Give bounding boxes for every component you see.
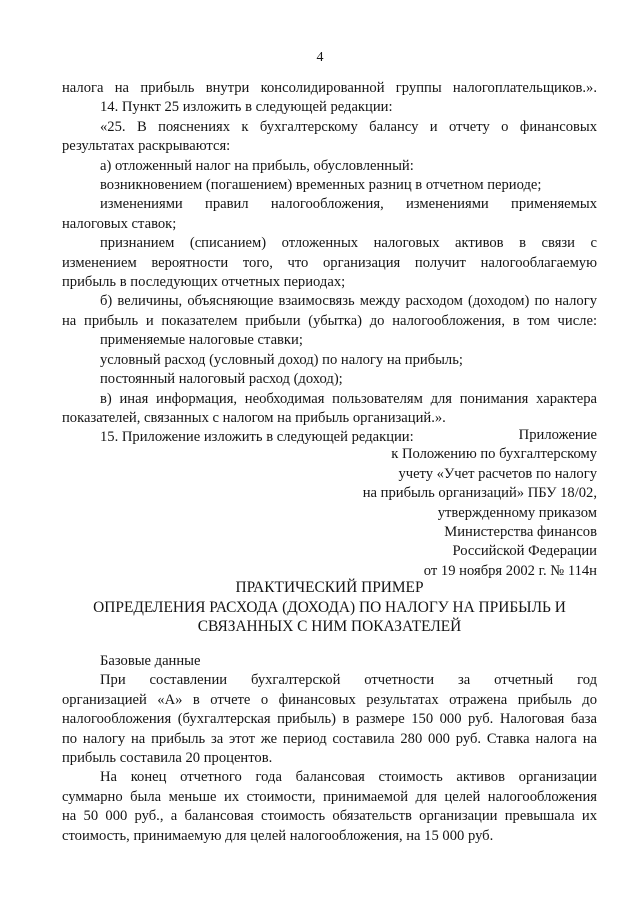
text-line: признанием (списанием) отложенных налоговых активов в связи с <box>100 235 597 252</box>
appendix-line: Российской Федерации <box>452 543 597 560</box>
appendix-line: к Положению по бухгалтерскому <box>391 446 597 463</box>
text-line: 15. Приложение изложить в следующей редакции: <box>100 429 414 446</box>
text-line: На конец отчетного года балансовая стоимость активов организации <box>100 769 597 786</box>
title-line: ПРАКТИЧЕСКИЙ ПРИМЕР <box>235 579 424 596</box>
text-line: прибыль в последующих отчетных периодах; <box>62 274 346 291</box>
appendix-line: утвержденному приказом <box>437 504 597 521</box>
title-line: ОПРЕДЕЛЕНИЯ РАСХОДА (ДОХОДА) ПО НАЛОГУ НА ПРИБЫЛЬ И <box>93 598 566 616</box>
base-data-section <box>62 652 597 846</box>
text-line: налоговых ставок; <box>62 215 177 232</box>
text-line: изменениями правил налогообложения, изменениями применяемых <box>100 196 597 213</box>
text-line: б) величины, объясняющие взаимосвязь между расходом (доходом) по налогу <box>100 293 597 310</box>
text-line: постоянный налоговый расход (доход); <box>100 371 343 388</box>
example-title <box>62 578 597 637</box>
text-line: 14. Пункт 25 изложить в следующей редакции: <box>100 99 393 116</box>
appendix-line: учету «Учет расчетов по налогу <box>398 465 597 482</box>
text-line: на прибыль и показателем прибыли (убытка) до налогообложения, в том числе: <box>62 312 597 329</box>
section-heading: Базовые данные <box>100 653 201 669</box>
appendix-header <box>300 426 597 581</box>
text-line: «25. В пояснениях к бухгалтерскому балансу и отчету о финансовых <box>100 118 597 135</box>
appendix-line: от 19 ноября 2002 г. № 114н <box>423 562 597 579</box>
page-number: 4 <box>316 50 324 65</box>
appendix-line: на прибыль организаций» ПБУ 18/02, <box>362 485 597 502</box>
appendix-line: Приложение <box>518 427 597 443</box>
text-line: стоимость, принимаемую для целей налогообложения, на 15 000 руб. <box>62 827 494 844</box>
text-line: организацией «А» в отчете о финансовых результатах отражена прибыль до <box>62 691 597 708</box>
amendment-text <box>62 79 597 448</box>
text-line: на 50 000 руб., а балансовая стоимость обязательств организации превышала их <box>62 808 597 825</box>
text-line: суммарно была меньше их стоимости, принимаемой для целей налогообложения <box>62 788 597 805</box>
text-line: показателей, связанных с налогом на прибыль организаций.». <box>62 409 446 426</box>
title-line: СВЯЗАННЫХ С НИМ ПОКАЗАТЕЛЕЙ <box>197 618 462 636</box>
text-line: При составлении бухгалтерской отчетности за отчетный год <box>100 672 597 689</box>
text-line: налогообложения (бухгалтерская прибыль) в размере 150 000 руб. Налоговая база <box>62 711 597 728</box>
text-line: прибыль составила 20 процентов. <box>62 750 273 767</box>
text-line: а) отложенный налог на прибыль, обусловленный: <box>100 157 414 174</box>
text-line: применяемые налоговые ставки; <box>100 332 303 349</box>
appendix-line: Министерства финансов <box>444 524 597 541</box>
text-line: возникновением (погашением) временных разниц в отчетном периоде; <box>100 177 542 194</box>
text-line: результатах раскрываются: <box>62 138 231 155</box>
text-line: по налогу на прибыль за этот же период составила 280 000 руб. Ставка налога на <box>62 730 597 747</box>
text-line: в) иная информация, необходимая пользователям для понимания характера <box>100 390 597 407</box>
text-line: изменением вероятности того, что организация получит налогооблагаемую <box>62 254 597 271</box>
text-line: условный расход (условный доход) по налогу на прибыль; <box>100 351 463 368</box>
text-line: налога на прибыль внутри консолидированной группы налогоплательщиков.». <box>62 80 597 96</box>
